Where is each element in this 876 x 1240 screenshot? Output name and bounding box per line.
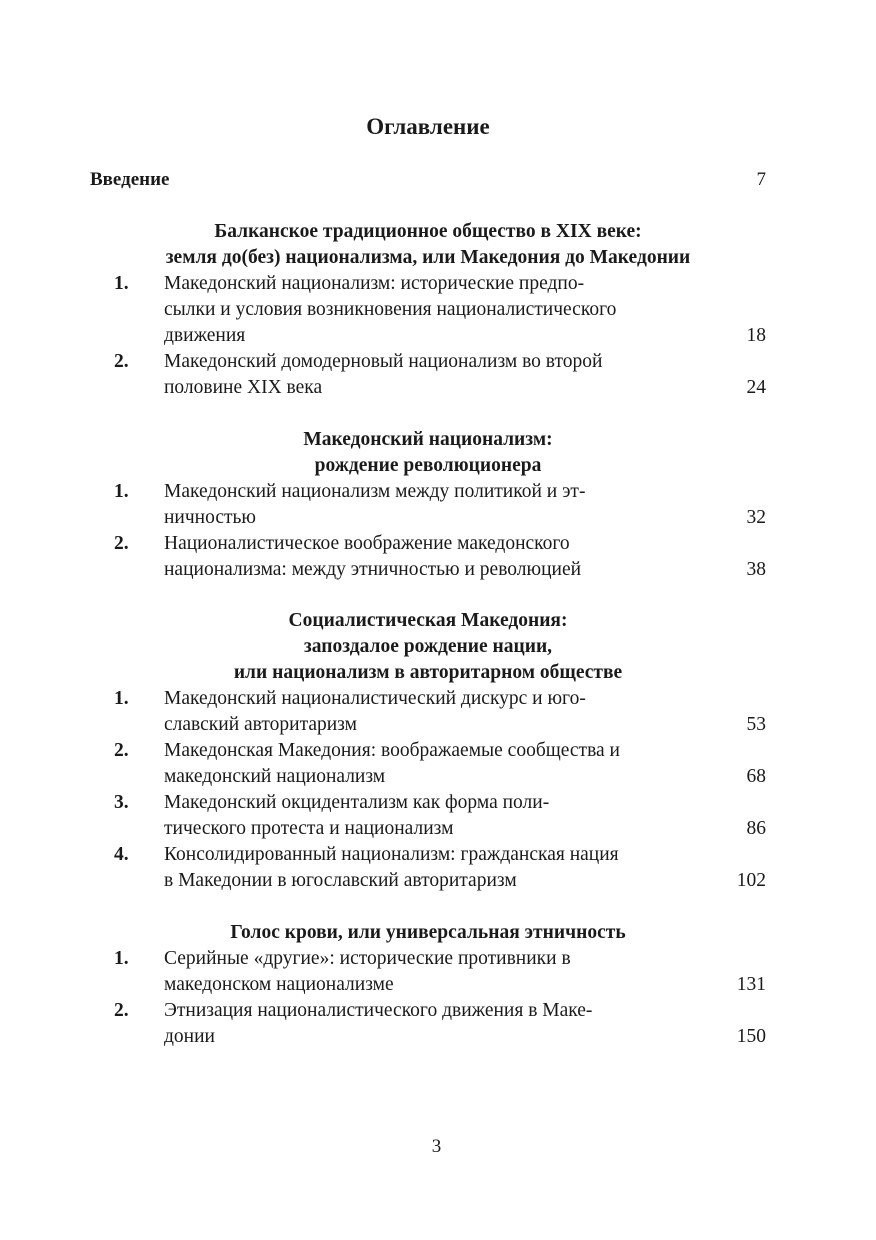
entry-title [164,479,700,531]
entry-title-line: тического протеста и национализм [164,818,454,839]
entry-number: 1. [114,948,129,969]
entry-title-line: Македонский националистический дискурс и юго- [164,688,586,709]
entry-page-number: 32 [746,507,766,528]
entry-title [164,271,700,349]
entry-page-number: 24 [746,377,766,398]
toc-entry-s2-1[interactable] [114,479,766,531]
entry-number: 2. [114,533,129,554]
entry-title-line: Серийные «другие»: исторические противники в [164,948,571,969]
entry-title-line: Македонский национализм между политикой и эт- [164,481,586,502]
toc-entry-s3-3[interactable] [114,790,766,842]
entry-number: 4. [114,844,129,865]
page-number: 3 [431,1136,442,1157]
entry-title [164,738,700,790]
entry-number: 1. [114,688,129,709]
section-3-title-line-1: Социалистическая Македония: [288,610,568,631]
entry-title [164,790,700,842]
entry-number: 1. [114,481,129,502]
entry-title-line: Македонский окцидентализм как форма поли- [164,792,550,813]
entry-title-line: Македонский домодерновый национализм во второй [164,351,603,372]
entry-number: 2. [114,351,129,372]
entry-title-line: движения [164,325,246,346]
entry-title-line: ничностью [164,507,256,528]
toc-entry-s4-2[interactable] [114,998,766,1050]
toc-entry-s3-2[interactable] [114,738,766,790]
section-1-title-line-1: Балканское традиционное общество в XIX веке: [214,221,642,242]
page-title: Оглавление [366,114,490,139]
entry-title-line: половине XIX века [164,377,323,398]
entry-title-line: македонский национализм [164,766,386,787]
toc-entry-s1-2[interactable] [114,349,766,401]
toc-entry-s1-1[interactable] [114,271,766,349]
entry-title-line: Этнизация националистического движения в Маке- [164,1000,593,1021]
entry-title-line: донии [164,1026,215,1047]
entry-page-number: 38 [746,559,766,580]
entry-title [164,686,700,738]
entry-title [164,998,700,1050]
entry-title [164,842,700,894]
entry-title-line: Националистическое воображение македонского [164,533,570,554]
entry-page-number: 86 [746,818,766,839]
section-3-title-line-3: или национализм в авторитарном обществе [233,662,623,683]
entry-page-number: 18 [746,325,766,346]
section-2-title-line-2: рождение революционера [314,455,542,476]
entry-title-line: македонском национализме [164,974,394,995]
entry-page-number: 68 [746,766,766,787]
entry-number: 2. [114,740,129,761]
entry-title [164,531,700,583]
entry-number: 2. [114,1000,129,1021]
toc-entry-s4-1[interactable] [114,946,766,998]
entry-page-number: 102 [736,870,766,891]
entry-title [164,349,700,401]
section-4-title-line-1: Голос крови, или универсальная этничность [230,922,626,943]
entry-title-line: Македонская Македония: воображаемые сообщества и [164,740,620,761]
entry-title-line: сылки и условия возникновения националистического [164,299,617,320]
entry-page-number: 53 [746,714,766,735]
section-2-title-line-1: Македонский национализм: [303,429,553,450]
section-1-title-line-2: земля до(без) национализма, или Македония до Македонии [165,247,691,268]
toc-intro-row[interactable] [90,166,766,194]
section-3-title-line-2: запоздалое рождение нации, [303,636,553,657]
entry-page-number: 131 [736,974,766,995]
entry-page-number: 150 [736,1026,766,1047]
toc-entry-s3-1[interactable] [114,686,766,738]
toc-entry-s3-4[interactable] [114,842,766,894]
entry-title-line: национализма: между этничностью и революцией [164,559,582,580]
entry-title-line: Македонский национализм: исторические предпо- [164,273,585,294]
entry-title-line: в Македонии в югославский авторитаризм [164,870,517,891]
entry-title-line: славский авторитаризм [164,714,357,735]
entry-number: 3. [114,792,129,813]
entry-title-line: Консолидированный национализм: гражданская нация [164,844,619,865]
toc-intro-label: Введение [90,169,170,190]
toc-entry-s2-2[interactable] [114,531,766,583]
toc-intro-page: 7 [756,169,766,190]
entry-title [164,946,700,998]
entry-number: 1. [114,273,129,294]
